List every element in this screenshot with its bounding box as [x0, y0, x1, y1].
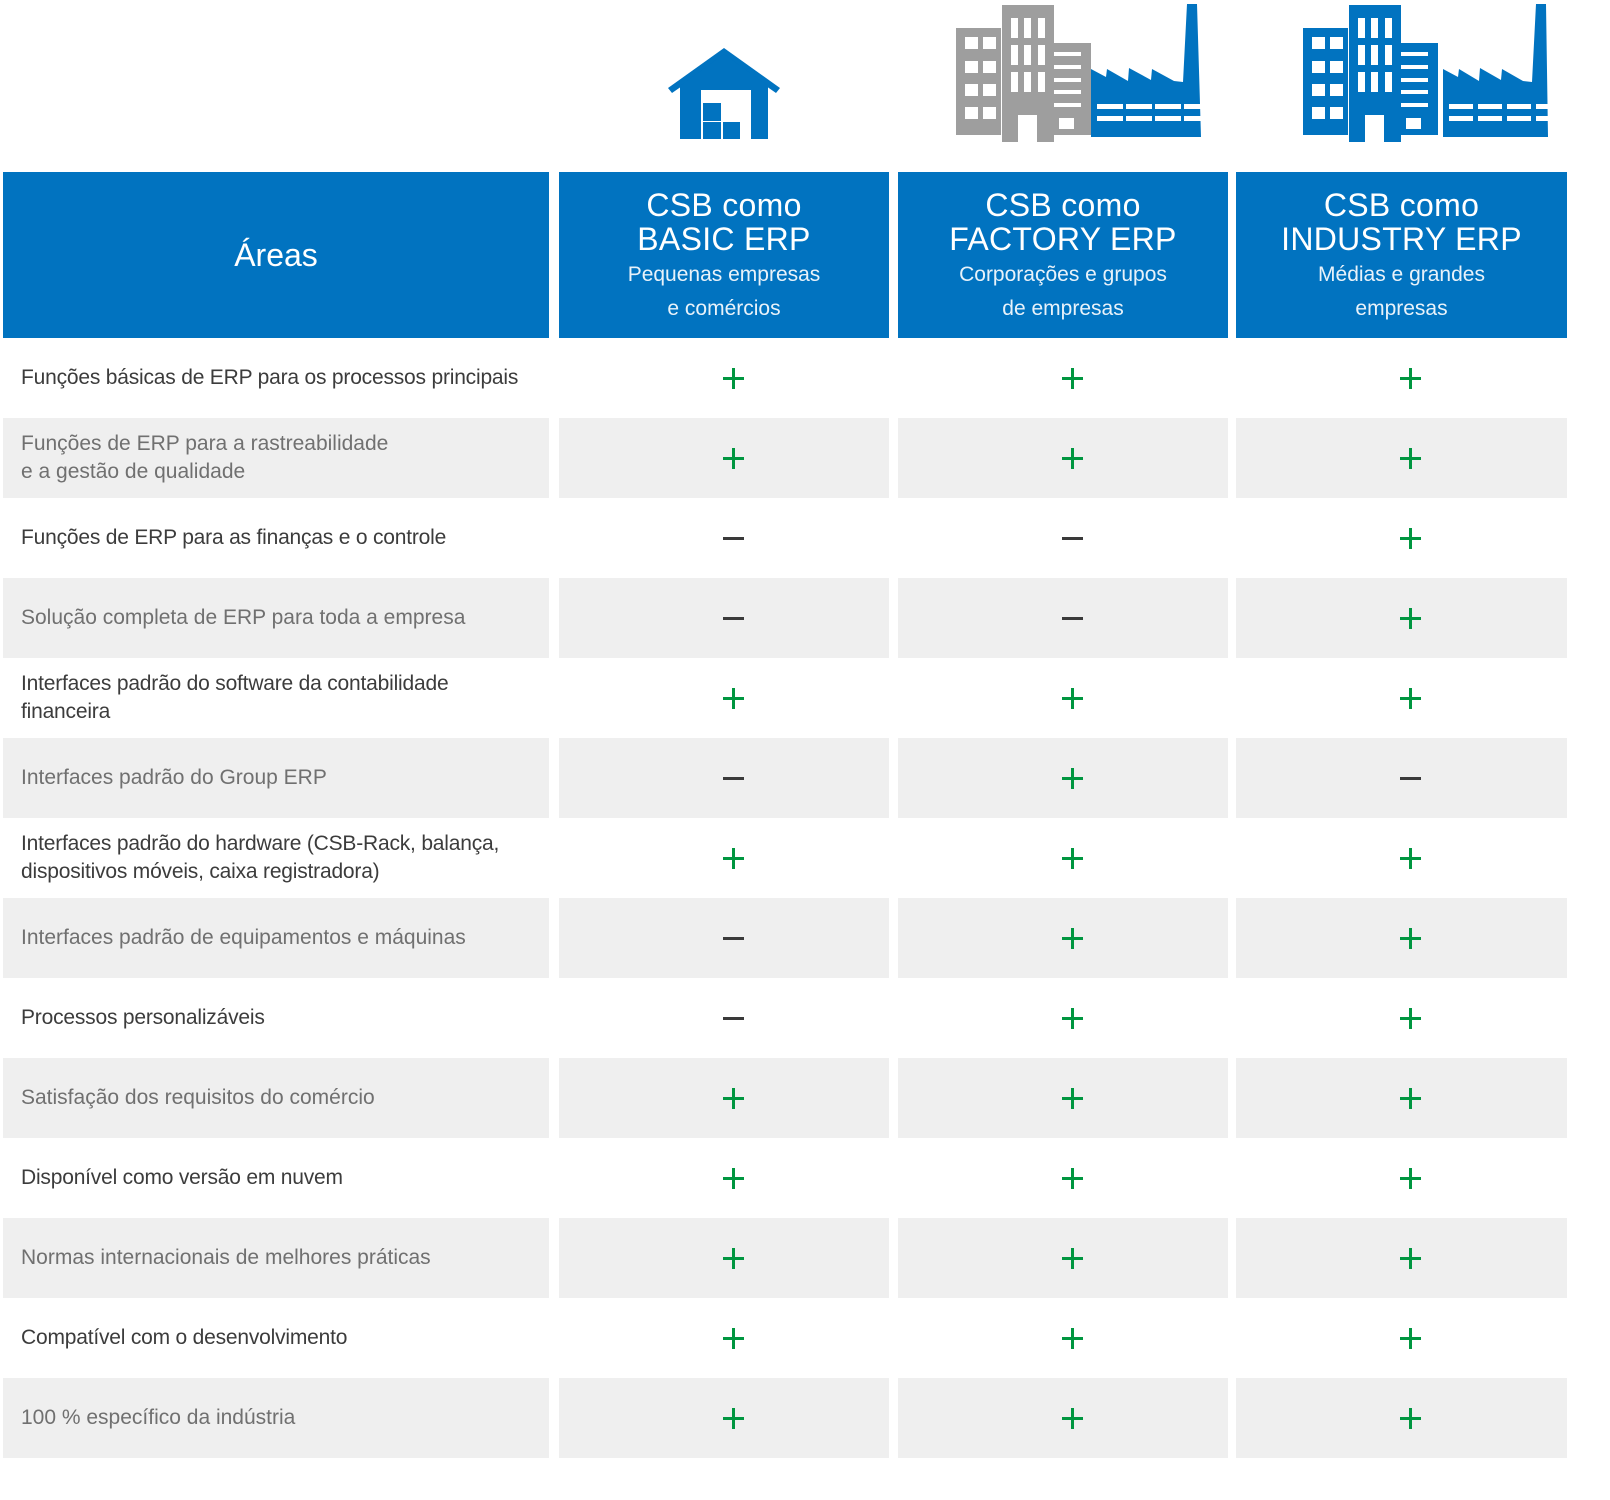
industry-erp-cell [1236, 338, 1567, 418]
industry-erp-cell [1236, 898, 1567, 978]
basic-erp-cell [559, 818, 889, 898]
plus-icon [1062, 688, 1083, 709]
row-label: Disponível como versão em nuvem [21, 1166, 343, 1189]
factory-erp-cell [898, 498, 1228, 578]
row-label: Interfaces padrão do hardware (CSB-Rack, balança, dispositivos móveis, caixa registradora) [21, 832, 500, 883]
basic-erp-cell [559, 898, 889, 978]
factory-erp-cell [898, 1218, 1228, 1298]
table-row [3, 1138, 1567, 1218]
header-industry-erp [1236, 172, 1567, 338]
plus-icon [723, 1328, 744, 1349]
plus-icon [1400, 1008, 1421, 1029]
minus-icon [723, 937, 744, 940]
basic-erp-cell [559, 1058, 889, 1138]
basic-erp-cell [559, 1218, 889, 1298]
plus-icon [1062, 448, 1083, 469]
table-row [3, 418, 1567, 498]
header-subtitle: Corporações e grupos de empresas [959, 263, 1167, 320]
header-title: CSB como FACTORY ERP [949, 187, 1177, 257]
row-label: Interfaces padrão do Group ERP [3, 738, 549, 818]
plus-icon [723, 448, 744, 469]
plus-icon [723, 1248, 744, 1269]
industry-erp-cell [1236, 1058, 1567, 1138]
plus-icon [723, 1408, 744, 1429]
minus-icon [723, 777, 744, 780]
factory-erp-cell [898, 418, 1228, 498]
industry-erp-cell [1236, 738, 1567, 818]
plus-icon [1400, 1168, 1421, 1189]
basic-erp-cell [559, 1378, 889, 1458]
plus-icon [1400, 848, 1421, 869]
plus-icon [1062, 1248, 1083, 1269]
table-row [3, 898, 1567, 978]
factory-erp-cell [898, 1138, 1228, 1218]
table-row [3, 738, 1567, 818]
basic-erp-cell [559, 738, 889, 818]
basic-erp-cell [559, 1298, 889, 1378]
basic-erp-cell [559, 418, 889, 498]
row-label: Compatível com o desenvolvimento [21, 1326, 348, 1349]
plus-icon [723, 848, 744, 869]
industry-erp-cell [1236, 418, 1567, 498]
row-label: Interfaces padrão de equipamentos e máquinas [3, 898, 549, 978]
industry-erp-cell [1236, 978, 1567, 1058]
plus-icon [723, 368, 744, 389]
table-row [3, 578, 1567, 658]
table-row [3, 978, 1567, 1058]
basic-erp-cell [559, 658, 889, 738]
factory-erp-cell [898, 1298, 1228, 1378]
table-row [3, 1378, 1567, 1458]
plus-icon [1400, 1408, 1421, 1429]
factory-erp-cell [898, 1058, 1228, 1138]
plus-icon [1062, 368, 1083, 389]
plus-icon [1062, 928, 1083, 949]
plus-icon [1062, 768, 1083, 789]
table-row [3, 338, 1567, 418]
factory-erp-cell [898, 1378, 1228, 1458]
row-label: Funções de ERP para a rastreabilidade e a gestão de qualidade [3, 418, 549, 498]
factory-erp-cell [898, 338, 1228, 418]
basic-erp-cell [559, 978, 889, 1058]
row-label: Satisfação dos requisitos do comércio [3, 1058, 549, 1138]
plus-icon [1062, 1088, 1083, 1109]
table-row [3, 1218, 1567, 1298]
plus-icon [723, 1088, 744, 1109]
row-label: Funções de ERP para as finanças e o controle [21, 526, 447, 549]
industry-erp-cell [1236, 498, 1567, 578]
factory-erp-cell [898, 898, 1228, 978]
row-label: Solução completa de ERP para toda a empresa [3, 578, 549, 658]
header-areas: Áreas [3, 172, 549, 338]
plus-icon [1400, 1088, 1421, 1109]
factory-erp-cell [898, 738, 1228, 818]
industry-erp-cell [1236, 1378, 1567, 1458]
plus-icon [1062, 1328, 1083, 1349]
table-row [3, 498, 1567, 578]
factory-erp-cell [898, 578, 1228, 658]
header-illustrations [0, 0, 1610, 170]
row-label: Normas internacionais de melhores práticas [3, 1218, 549, 1298]
basic-erp-cell [559, 498, 889, 578]
industry-erp-cell [1236, 818, 1567, 898]
minus-icon [723, 1017, 744, 1020]
plus-icon [723, 1168, 744, 1189]
minus-icon [1062, 617, 1083, 620]
industry-erp-cell [1236, 1138, 1567, 1218]
header-title: CSB como BASIC ERP [637, 187, 811, 257]
basic-erp-cell [559, 1138, 889, 1218]
plus-icon [1062, 1008, 1083, 1029]
header-factory-erp [898, 172, 1228, 338]
industry-erp-cell [1236, 658, 1567, 738]
buildings-factory-blue-icon [1303, 4, 1573, 144]
basic-erp-cell [559, 338, 889, 418]
row-label: Processos personalizáveis [21, 1006, 265, 1029]
row-label: Funções básicas de ERP para os processos principais [21, 366, 519, 389]
plus-icon [1400, 1248, 1421, 1269]
plus-icon [1400, 528, 1421, 549]
header-subtitle: Médias e grandes empresas [1318, 263, 1485, 320]
header-basic-erp [559, 172, 889, 338]
plus-icon [1400, 608, 1421, 629]
plus-icon [1400, 368, 1421, 389]
plus-icon [1400, 448, 1421, 469]
industry-erp-cell [1236, 578, 1567, 658]
table-body [3, 338, 1567, 1458]
industry-erp-cell [1236, 1218, 1567, 1298]
table-row [3, 1298, 1567, 1378]
comparison-table [3, 172, 1567, 1458]
minus-icon [1062, 537, 1083, 540]
plus-icon [1062, 1168, 1083, 1189]
basic-erp-cell [559, 578, 889, 658]
plus-icon [1400, 688, 1421, 709]
plus-icon [1400, 928, 1421, 949]
minus-icon [1400, 777, 1421, 780]
plus-icon [723, 688, 744, 709]
table-header [3, 172, 1567, 338]
table-row [3, 1058, 1567, 1138]
table-row [3, 658, 1567, 738]
industry-erp-cell [1236, 1298, 1567, 1378]
row-label: 100 % específico da indústria [3, 1378, 549, 1458]
minus-icon [723, 617, 744, 620]
row-label: Interfaces padrão do software da contabilidade financeira [21, 672, 449, 723]
header-subtitle: Pequenas empresas e comércios [627, 263, 821, 320]
minus-icon [723, 537, 744, 540]
buildings-factory-icon [956, 4, 1226, 144]
plus-icon [1062, 1408, 1083, 1429]
header-title: CSB como INDUSTRY ERP [1281, 187, 1522, 257]
plus-icon [1400, 1328, 1421, 1349]
factory-erp-cell [898, 978, 1228, 1058]
factory-erp-cell [898, 658, 1228, 738]
warehouse-icon [668, 48, 782, 140]
factory-erp-cell [898, 818, 1228, 898]
plus-icon [1062, 848, 1083, 869]
table-row [3, 818, 1567, 898]
